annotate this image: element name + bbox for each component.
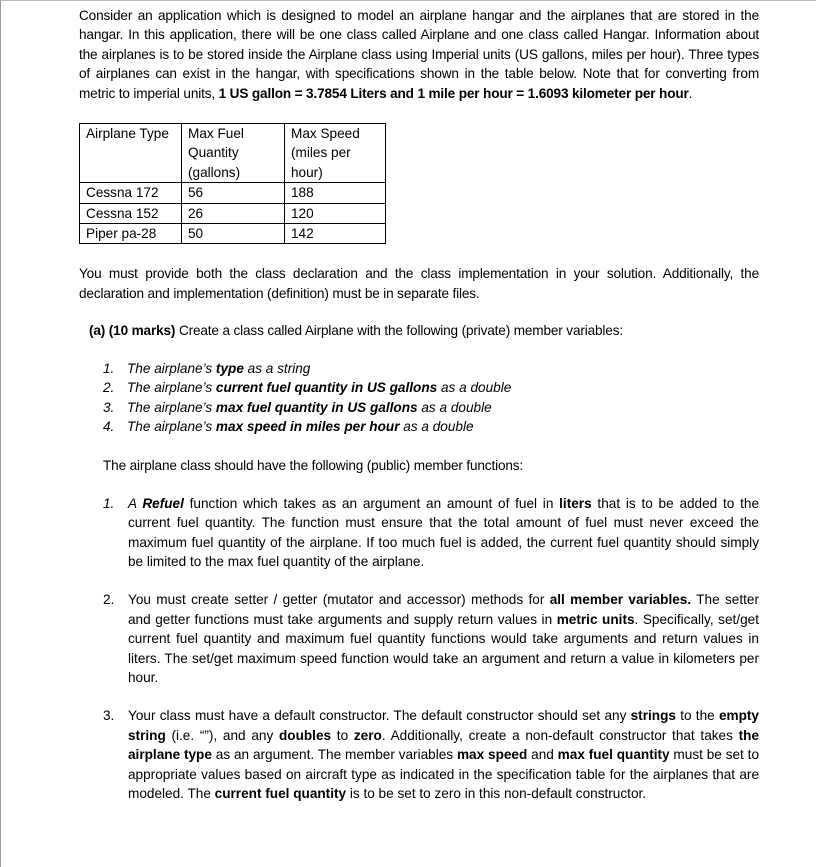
item-text: The airplane’s (127, 360, 216, 376)
item-number: 2. (103, 592, 115, 608)
member-variables-list (103, 359, 759, 437)
item-text: to the (675, 708, 719, 724)
item-text: The airplane’s (127, 418, 216, 434)
item-bold: empty string (128, 708, 759, 743)
item-bold: metric units (556, 611, 635, 627)
list-item (103, 378, 759, 397)
item-bold: strings (630, 708, 676, 724)
item-text: You must create setter / getter (mutator and accessor) methods for (128, 592, 550, 608)
item-bold: max fuel quantity in US gallons (215, 399, 418, 415)
item-text: that is to be added to the current fuel quantity. The function must ensure that the total amount of fuel must never exceed the maximum fuel quantity of the airplane. If too much fuel is added, the current fuel quantity should simply be limited to the max fuel quantity of the airplane. (128, 495, 760, 569)
cell-speed: 142 (285, 224, 386, 244)
item-bold: max speed in miles per hour (215, 418, 400, 434)
item-text: (i.e. “”), and any (165, 727, 279, 743)
item-number: 1. (103, 495, 115, 511)
item-bold: type (215, 360, 244, 376)
intro-end: . (688, 85, 693, 101)
item-number: 1. (103, 360, 115, 376)
item-bold: current fuel quantity in US gallons (215, 380, 438, 396)
cell-fuel: 50 (182, 224, 285, 244)
intro-paragraph (79, 6, 759, 103)
table-row (80, 224, 386, 244)
item-text: . Additionally, create a non-default constructor that takes (381, 727, 739, 743)
item-text: . Specifically, set/get current fuel quantity and maximum fuel quantity functions would take arguments and return values in liters. The set/get maximum speed function would take an argument and return a value in kilometers per hour. (128, 611, 759, 685)
item-bold: max fuel quantity (557, 747, 670, 763)
header-type: Airplane Type (80, 124, 182, 183)
cell-speed: 120 (285, 203, 386, 223)
cell-type: Piper pa-28 (80, 224, 182, 244)
document-page (79, 6, 759, 822)
requirement-paragraph: You must provide both the class declaration and the class implementation in your solution. Additionally, the declaration and implementation (definition) must be in separate files. (79, 266, 759, 301)
item-text: as a string (243, 360, 311, 376)
item-text: must be set to appropriate values based on aircraft type as indicated in the specification table for the airplanes that are modeled. The (128, 747, 760, 801)
item-bold: liters (559, 495, 592, 511)
list-item (103, 398, 759, 417)
item-number: 2. (103, 380, 115, 396)
item-number: 3. (103, 708, 115, 724)
list-item (103, 417, 759, 436)
part-a-label: (a) (10 marks) (89, 323, 176, 339)
item-text: The airplane’s (127, 399, 216, 415)
item-text: function which takes as an argument an amount of fuel in (183, 495, 560, 511)
item-text: Your class must have a default constructor. The default constructor should set any (128, 708, 631, 724)
item-bold: doubles (278, 727, 332, 743)
item-text: as an argument. The member variables (211, 747, 457, 763)
item-text: is to be set to zero in this non-default constructor. (346, 786, 647, 801)
header-speed: Max Speed (miles per hour) (285, 124, 386, 183)
item-bold: all member variables. (549, 592, 692, 608)
item-number: 4. (103, 418, 115, 434)
item-text: The airplane’s (127, 380, 216, 396)
item-bold: current fuel quantity (214, 786, 347, 801)
list-item (103, 494, 759, 572)
cell-type: Cessna 172 (80, 183, 182, 203)
cell-type: Cessna 152 (80, 203, 182, 223)
table-header-row (80, 124, 386, 183)
conversion-factors: 1 US gallon = 3.7854 Liters and 1 mile per hour = 1.6093 kilometer per hour (218, 85, 689, 101)
item-bold: the airplane type (128, 727, 760, 763)
item-text: as a double (417, 399, 492, 415)
item-text: as a double (399, 418, 474, 434)
table-row (80, 183, 386, 203)
intro-text: Consider an application which is designed to model an airplane hangar and the airplanes that are stored in the hangar. In this application, there will be one class called Airplane and one class called Hangar. Information about the airplanes is to be stored inside the Airplane class using Imperial units (US gallons, miles per hour). Three types of airplanes can exist in the hangar, with specifications shown in the table below. Note that for converting from metric to imperial units, (79, 8, 759, 101)
cell-speed: 188 (285, 183, 386, 203)
cell-fuel: 26 (182, 203, 285, 223)
public-functions-intro: The airplane class should have the following (public) member functions: (103, 458, 524, 474)
spec-table (79, 123, 386, 244)
item-bold: max speed (456, 747, 528, 763)
part-a-heading (89, 321, 759, 340)
header-fuel: Max Fuel Quantity (gallons) (182, 124, 285, 183)
member-functions-list (103, 494, 759, 804)
item-text: A (128, 495, 143, 511)
table-row (80, 203, 386, 223)
item-text: The setter and getter functions must take arguments and supply return values in (128, 592, 760, 627)
list-item (103, 590, 759, 687)
item-text: to (331, 727, 354, 743)
item-text: and (527, 747, 558, 763)
item-text: as a double (437, 380, 512, 396)
list-item (103, 359, 759, 378)
item-bold: zero (353, 727, 382, 743)
list-item (103, 706, 759, 803)
cell-fuel: 56 (182, 183, 285, 203)
item-bold: Refuel (142, 495, 184, 511)
part-a-text: Create a class called Airplane with the following (private) member variables: (175, 323, 623, 339)
item-number: 3. (103, 399, 115, 415)
